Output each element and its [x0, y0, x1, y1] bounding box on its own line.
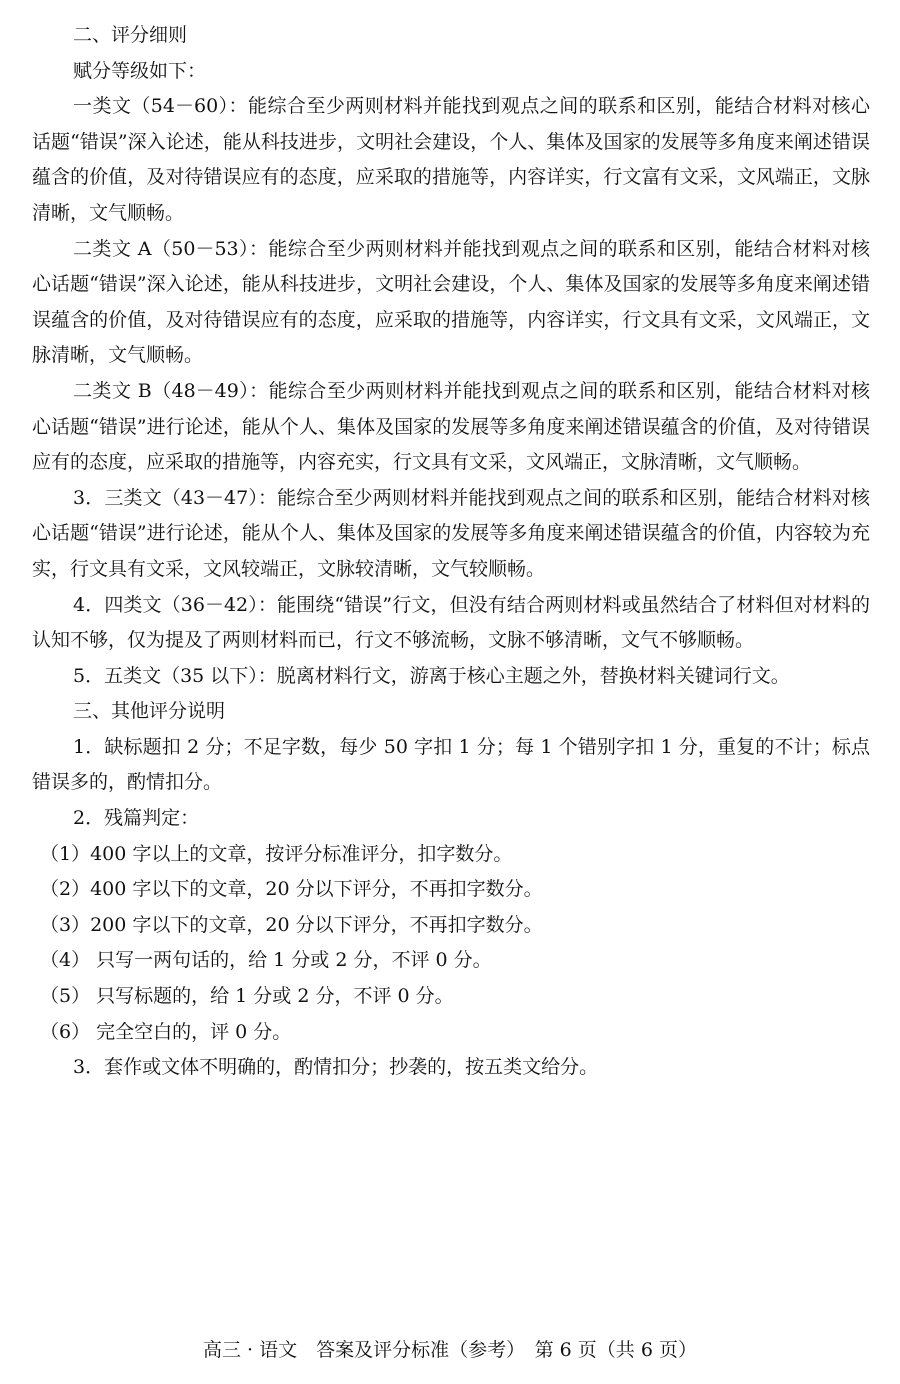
- section-three-title: 三、其他评分说明: [73, 700, 226, 723]
- grade-3-paragraph: 3．三类文（43－47）：能综合至少两则材料并能找到观点之间的联系和区别，能结合材料对核心话题“错误”进行论述，能从个人、集体及国家的发展等多角度来阐述错误蕴含的价值，内容较为充实，行文具有文采，文风较端正，文脉较清晰，文气较顺畅。: [32, 486, 870, 580]
- rule-2-item: （1）400 字以上的文章，按评分标准评分，扣字数分。: [40, 842, 513, 865]
- page-footer: 高三 · 语文 答案及评分标准（参考） 第 6 页（共 6 页）: [203, 1339, 697, 1361]
- document-body: [32, 18, 870, 1086]
- grade-2b-paragraph: 二类文 B（48－49）：能综合至少两则材料并能找到观点之间的联系和区别，能结合材料对核心话题“错误”进行论述，能从个人、集体及国家的发展等多角度来阐述错误蕴含的价值，及对待错误应有的态度，应采取的措施等，内容充实，行文具有文采，文风端正，文脉清晰，文气顺畅。: [32, 379, 870, 474]
- rule-2-item: （2）400 字以下的文章，20 分以下评分，不再扣字数分。: [40, 878, 543, 901]
- grade-1-paragraph: 一类文（54－60）：能综合至少两则材料并能找到观点之间的联系和区别，能结合材料对核心话题“错误”深入论述，能从科技进步，文明社会建设，个人、集体及国家的发展等多角度来阐述错误蕴含的价值，及对待错误应有的态度，应采取的措施等，内容详实，行文富有文采，文风端正，文脉清晰，文气顺畅。: [32, 95, 870, 224]
- rule-2-item: （6） 完全空白的，评 0 分。: [40, 1020, 292, 1043]
- grade-5-paragraph: 5．五类文（35 以下）：脱离材料行文，游离于核心主题之外，替换材料关键词行文。: [73, 664, 790, 687]
- rule-2-item: （3）200 字以下的文章，20 分以下评分，不再扣字数分。: [40, 913, 543, 936]
- rule-2-item: （4） 只写一两句话的，给 1 分或 2 分，不评 0 分。: [40, 949, 492, 972]
- grade-intro: 赋分等级如下：: [73, 59, 207, 82]
- grade-2a-paragraph: 二类文 A（50－53）：能综合至少两则材料并能找到观点之间的联系和区别，能结合材料对核心话题“错误”深入论述，能从科技进步，文明社会建设，个人、集体及国家的发展等多角度来阐述错误蕴含的价值，及对待错误应有的态度，应采取的措施等，内容详实，行文具有文采，文风端正，文脉清晰，文气顺畅。: [32, 237, 870, 367]
- rule-3-paragraph: 3．套作或文体不明确的，酌情扣分；抄袭的，按五类文给分。: [73, 1056, 599, 1079]
- rule-1-paragraph: 1．缺标题扣 2 分；不足字数，每少 50 字扣 1 分；每 1 个错别字扣 1 分，重复的不计；标点错误多的，酌情扣分。: [32, 735, 870, 794]
- grade-4-paragraph: 4．四类文（36－42）：能围绕“错误”行文，但没有结合两则材料或虽然结合了材料但对材料的认知不够，仅为提及了两则材料而已，行文不够流畅，文脉不够清晰，文气不够顺畅。: [32, 593, 870, 652]
- rule-2-item: （5） 只写标题的，给 1 分或 2 分，不评 0 分。: [40, 985, 454, 1008]
- rule-2-heading: 2．残篇判定：: [73, 807, 200, 830]
- section-two-title: 二、评分细则: [73, 24, 188, 46]
